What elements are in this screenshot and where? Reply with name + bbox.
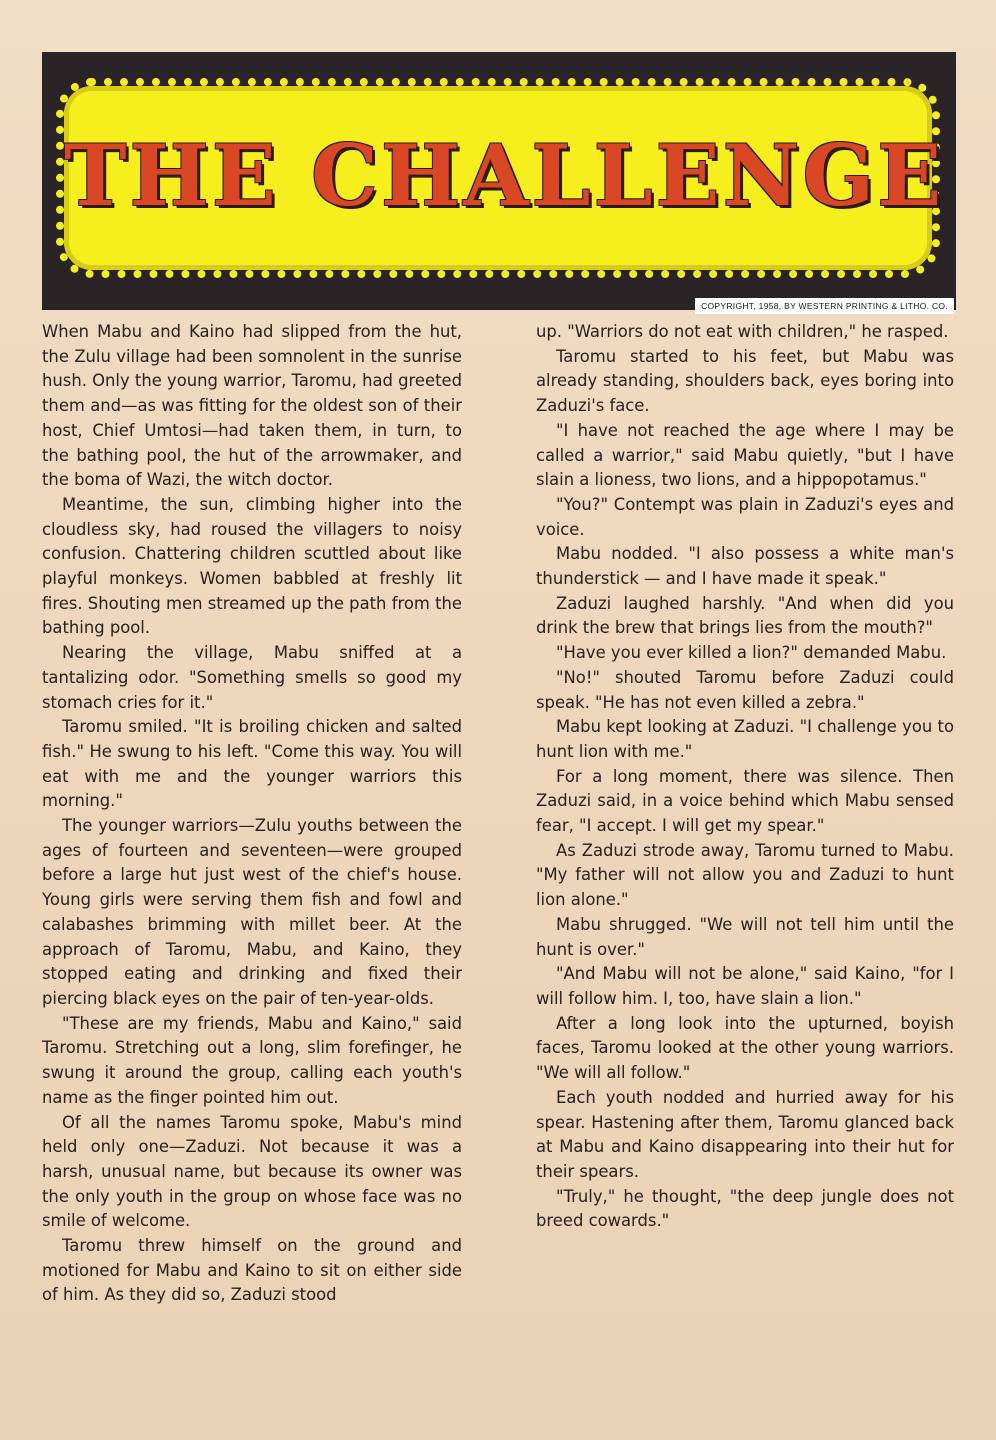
paragraph: Nearing the village, Mabu sniffed at a tantalizing odor. "Something smells so good my stomach cries for it." <box>42 643 462 712</box>
paragraph: When Mabu and Kaino had slipped from the hut, the Zulu village had been somnolent in the sunrise hush. Only the young warrior, Taromu, had greeted them and—as was fitting for the oldest son of their host, Chief Umtosi—had taken them, in turn, to the bathing pool, the hut of the arrowmaker, and the boma of Wazi, the witch doctor. <box>42 322 462 490</box>
paragraph: Mabu nodded. "I also possess a white man's thunderstick — and I have made it speak." <box>536 544 954 589</box>
paragraph: As Zaduzi strode away, Taromu turned to Mabu. "My father will not allow you and Zaduzi to hunt lion alone." <box>536 840 954 910</box>
paragraph: "I have not reached the age where I may be called a warrior," said Mabu quietly, "but I have slain a lioness, two lions, and a hippopotamus." <box>536 420 954 490</box>
paragraph: "And Mabu will not be alone," said Kaino, "for I will follow him. I, too, have slain a lion." <box>536 964 954 1008</box>
paragraph: After a long look into the upturned, boyish faces, Taromu looked at the other young warriors. "We will all follow." <box>536 1013 954 1083</box>
paragraph: Mabu shrugged. "We will not tell him until the hunt is over." <box>536 914 954 959</box>
paragraph: Taromu threw himself on the ground and motioned for Mabu and Kaino to sit on either side of him. As they did so, Zaduzi stood <box>42 1236 462 1305</box>
paragraph: up. "Warriors do not eat with children," he rasped. <box>536 322 949 341</box>
paragraph: The younger warriors—Zulu youths between the ages of fourteen and seventeen—were grouped before a large hut just west of the chief's house. Young girls were serving them fish and fowl and calabashes brimming with millet beer. At the approach of Taromu, Mabu, and Kaino, they stopped eating and drinking and fixed their piercing black eyes on the pair of ten-year-olds. <box>42 816 462 1008</box>
paragraph: "Have you ever killed a lion?" demanded Mabu. <box>556 643 947 663</box>
paragraph: "You?" Contempt was plain in Zaduzi's eyes and voice. <box>536 494 954 539</box>
text-column-left <box>42 320 462 1308</box>
paragraph: For a long moment, there was silence. Then Zaduzi said, in a voice behind which Mabu sensed fear, "I accept. I will get my spear." <box>536 766 954 836</box>
title-banner <box>42 52 956 310</box>
title-plaque <box>64 86 945 270</box>
paragraph: Zaduzi laughed harshly. "And when did you drink the brew that brings lies from the mouth?" <box>536 593 954 638</box>
paragraph: Each youth nodded and hurried away for his spear. Hastening after them, Taromu glanced back at Mabu and Kaino disappearing into their hut for their spears. <box>536 1087 954 1181</box>
paragraph: "These are my friends, Mabu and Kaino," said Taromu. Stretching out a long, slim forefinger, he swung it around the group, calling each youth's name as the finger pointed him out. <box>42 1013 462 1107</box>
paragraph: "No!" shouted Taromu before Zaduzi could speak. "He has not even killed a zebra." <box>536 667 954 712</box>
paragraph: Taromu smiled. "It is broiling chicken and salted fish." He swung to his left. "Come this way. You will eat with me and the younger warriors this morning." <box>42 717 462 811</box>
copyright-notice: COPYRIGHT, 1958, BY WESTERN PRINTING & LITHO. CO. <box>695 298 954 314</box>
paragraph: Meantime, the sun, climbing higher into the cloudless sky, had roused the villagers to noisy confusion. Chattering children scuttled about like playful monkeys. Women babbled at freshly lit fires. Shouting men streamed up the path from the bathing pool. <box>42 494 462 638</box>
paragraph: Taromu started to his feet, but Mabu was already standing, shoulders back, eyes boring into Zaduzi's face. <box>536 346 954 416</box>
paragraph: Mabu kept looking at Zaduzi. "I challenge you to hunt lion with me." <box>536 717 954 761</box>
paragraph: "Truly," he thought, "the deep jungle does not breed cowards." <box>536 1186 954 1231</box>
paragraph: Of all the names Taromu spoke, Mabu's mind held only one—Zaduzi. Not because it was a harsh, unusual name, but because its owner was the only youth in the group on whose face was no smile of welcome. <box>42 1112 462 1231</box>
story-title: THE CHALLENGE <box>64 126 945 225</box>
text-column-right <box>536 320 954 1234</box>
